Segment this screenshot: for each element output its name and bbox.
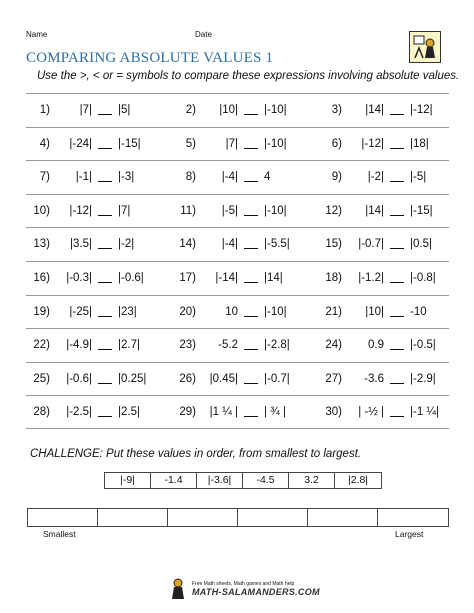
question-item xyxy=(318,94,433,128)
question-number: 2) xyxy=(185,104,196,116)
question-number: 19) xyxy=(33,305,50,318)
answer-blank[interactable] xyxy=(244,139,258,149)
page-title: COMPARING ABSOLUTE VALUES 1 xyxy=(26,50,274,66)
question-item xyxy=(318,128,429,162)
answer-box[interactable] xyxy=(98,509,168,526)
answer-blank[interactable] xyxy=(244,307,258,317)
question-item xyxy=(172,329,290,363)
right-expression: |-5.5| xyxy=(264,238,290,251)
answer-blank[interactable] xyxy=(390,239,404,249)
question-row xyxy=(26,127,449,161)
question-row xyxy=(26,328,449,362)
left-expression: | -½ | xyxy=(358,406,384,419)
question-row xyxy=(26,295,449,329)
answer-blank[interactable] xyxy=(390,139,404,149)
smallest-label: Smallest xyxy=(43,529,76,539)
footer xyxy=(168,577,320,601)
question-number: 6) xyxy=(331,137,342,150)
answer-blank[interactable] xyxy=(244,340,258,350)
question-number: 18) xyxy=(325,271,342,284)
answer-blank[interactable] xyxy=(98,407,112,417)
question-item xyxy=(318,228,432,262)
challenge-text: CHALLENGE: Put these values in order, from smallest to largest. xyxy=(30,448,362,460)
answer-box[interactable] xyxy=(308,509,378,526)
question-number: 3) xyxy=(331,104,342,116)
left-expression: 10 xyxy=(225,305,238,318)
question-item xyxy=(26,329,140,363)
question-item xyxy=(318,262,436,296)
left-expression: |7| xyxy=(225,137,238,150)
instructions: Use the >, < or = symbols to compare these expressions involving absolute values. xyxy=(37,70,460,82)
question-number: 23) xyxy=(179,339,196,352)
left-expression: -3.6 xyxy=(364,372,384,385)
challenge-value: |2.8| xyxy=(347,474,369,486)
question-number: 9) xyxy=(331,171,342,184)
right-expression: |-2.9| xyxy=(410,372,436,385)
left-expression: |-5| xyxy=(221,204,238,217)
question-item xyxy=(172,128,287,162)
right-expression: |-10| xyxy=(264,137,287,150)
question-row xyxy=(26,261,449,295)
answer-blank[interactable] xyxy=(390,374,404,384)
answer-blank[interactable] xyxy=(244,105,258,115)
left-expression: |0.45| xyxy=(209,372,238,385)
left-expression: -5.2 xyxy=(218,339,238,352)
questions-grid xyxy=(26,93,449,429)
right-expression: |7| xyxy=(118,204,131,217)
right-expression: |-0.7| xyxy=(264,372,290,385)
right-expression: |-5| xyxy=(410,171,427,184)
left-expression: |-25| xyxy=(69,305,92,318)
answer-blank[interactable] xyxy=(390,206,404,216)
question-item xyxy=(26,228,134,262)
right-expression: |-12| xyxy=(410,104,433,116)
answer-blank[interactable] xyxy=(98,307,112,317)
answer-blank[interactable] xyxy=(390,105,404,115)
question-row xyxy=(26,194,449,228)
question-item xyxy=(172,296,287,330)
answer-blank[interactable] xyxy=(244,239,258,249)
challenge-value: |-9| xyxy=(105,473,151,488)
question-item xyxy=(318,329,436,363)
question-item xyxy=(26,161,134,195)
question-number: 30) xyxy=(325,406,342,419)
largest-label: Largest xyxy=(395,529,424,539)
right-expression: |5| xyxy=(118,104,131,116)
question-number: 1) xyxy=(39,104,50,116)
question-item xyxy=(318,396,439,430)
left-expression: 0.9 xyxy=(368,339,384,352)
right-expression: |0.5| xyxy=(410,238,432,251)
question-item xyxy=(172,262,283,296)
right-expression: |-1 ¼| xyxy=(410,406,439,419)
question-number: 20) xyxy=(179,305,196,318)
right-expression: 4 xyxy=(264,171,271,184)
question-item xyxy=(26,396,140,430)
question-number: 17) xyxy=(179,271,196,284)
footer-tagline: Free Math sheets, Math games and Math help xyxy=(192,581,295,587)
left-expression: |-2.5| xyxy=(66,406,92,419)
left-expression: |-12| xyxy=(69,204,92,217)
answer-blank[interactable] xyxy=(390,340,404,350)
answer-box[interactable] xyxy=(28,509,98,526)
question-number: 22) xyxy=(33,339,50,352)
answer-blank[interactable] xyxy=(244,273,258,283)
left-expression: |-4| xyxy=(221,171,238,184)
left-expression: |14| xyxy=(365,204,384,217)
question-number: 29) xyxy=(179,406,196,419)
answer-blank[interactable] xyxy=(244,172,258,182)
date-label: Date xyxy=(195,30,212,39)
question-item xyxy=(26,94,130,128)
right-expression: |-3| xyxy=(118,171,135,184)
question-number: 26) xyxy=(179,372,196,385)
right-expression: |-0.8| xyxy=(410,271,436,284)
question-number: 14) xyxy=(179,238,196,251)
name-label: Name xyxy=(26,30,48,39)
question-row xyxy=(26,362,449,396)
question-item xyxy=(318,363,436,397)
right-expression: | ¾ | xyxy=(264,406,286,419)
question-item xyxy=(172,94,287,128)
answer-box[interactable] xyxy=(378,509,448,526)
right-expression: |2.5| xyxy=(118,406,140,419)
answer-blank[interactable] xyxy=(98,172,112,182)
right-expression: |23| xyxy=(118,305,137,318)
question-item xyxy=(26,296,137,330)
question-item xyxy=(26,195,130,229)
left-expression: |-2| xyxy=(367,171,384,184)
answer-blank[interactable] xyxy=(98,273,112,283)
footer-brand: MATH-SALAMANDERS.COM xyxy=(192,587,320,597)
question-number: 5) xyxy=(185,137,196,150)
left-expression: |-1| xyxy=(75,171,92,184)
challenge-value: -1.4 xyxy=(151,473,197,488)
question-item xyxy=(172,363,290,397)
question-number: 13) xyxy=(33,238,50,251)
left-expression: |-0.3| xyxy=(66,271,92,284)
answer-blank[interactable] xyxy=(98,340,112,350)
question-item xyxy=(172,396,286,430)
right-expression: |-15| xyxy=(118,137,141,150)
right-expression: |-10| xyxy=(264,104,287,116)
right-expression: |0.25| xyxy=(118,372,147,385)
left-expression: |1 ¼ | xyxy=(209,406,238,419)
question-number: 24) xyxy=(325,339,342,352)
question-item xyxy=(318,296,427,330)
question-number: 15) xyxy=(325,238,342,251)
question-number: 25) xyxy=(33,372,50,385)
right-expression: |-0.5| xyxy=(410,339,436,352)
answer-box[interactable] xyxy=(168,509,238,526)
answer-box[interactable] xyxy=(238,509,308,526)
answer-blank[interactable] xyxy=(244,206,258,216)
left-expression: |-4.9| xyxy=(66,339,92,352)
question-number: 28) xyxy=(33,406,50,419)
question-item xyxy=(26,262,144,296)
left-expression: |-0.7| xyxy=(358,238,384,251)
answer-boxes xyxy=(27,508,449,527)
question-number: 4) xyxy=(39,137,50,150)
challenge-value: 3.2 xyxy=(289,473,335,488)
right-expression: |-2.8| xyxy=(264,339,290,352)
left-expression: |-24| xyxy=(69,137,92,150)
answer-blank[interactable] xyxy=(390,273,404,283)
answer-blank[interactable] xyxy=(244,374,258,384)
question-number: 21) xyxy=(325,305,342,318)
answer-blank[interactable] xyxy=(98,139,112,149)
salamander-logo-icon xyxy=(409,31,441,63)
challenge-value: -4.5 xyxy=(243,473,289,488)
answer-blank[interactable] xyxy=(244,407,258,417)
challenge-values-table xyxy=(104,472,382,489)
left-expression: |3.5| xyxy=(70,238,92,251)
right-expression: |-10| xyxy=(264,204,287,217)
left-expression: |14| xyxy=(365,104,384,116)
left-expression: |7| xyxy=(79,104,92,116)
question-row xyxy=(26,395,449,429)
answer-blank[interactable] xyxy=(390,172,404,182)
right-expression: -10 xyxy=(410,305,427,318)
question-item xyxy=(172,195,287,229)
right-expression: |18| xyxy=(410,137,429,150)
question-item xyxy=(318,161,426,195)
right-expression: |14| xyxy=(264,271,283,284)
salamander-footer-icon xyxy=(168,577,188,601)
left-expression: |-12| xyxy=(361,137,384,150)
left-expression: |10| xyxy=(219,104,238,116)
question-item xyxy=(26,128,141,162)
left-expression: |-4| xyxy=(221,238,238,251)
answer-blank[interactable] xyxy=(98,374,112,384)
right-expression: |-2| xyxy=(118,238,135,251)
question-item xyxy=(318,195,433,229)
question-number: 11) xyxy=(180,204,196,217)
right-expression: |-10| xyxy=(264,305,287,318)
answer-blank[interactable] xyxy=(98,239,112,249)
question-number: 10) xyxy=(33,204,50,217)
question-item xyxy=(172,228,290,262)
question-number: 12) xyxy=(325,204,342,217)
question-row xyxy=(26,227,449,261)
left-expression: |-1.2| xyxy=(358,271,384,284)
left-expression: |-14| xyxy=(215,271,238,284)
question-number: 8) xyxy=(185,171,196,184)
left-expression: |-0.6| xyxy=(66,372,92,385)
question-number: 7) xyxy=(39,171,50,184)
right-expression: |-0.6| xyxy=(118,271,144,284)
question-row xyxy=(26,160,449,194)
left-expression: |10| xyxy=(365,305,384,318)
right-expression: |2.7| xyxy=(118,339,140,352)
answer-blank[interactable] xyxy=(98,105,112,115)
answer-blank[interactable] xyxy=(390,407,404,417)
question-row xyxy=(26,93,449,127)
question-item xyxy=(26,363,146,397)
right-expression: |-15| xyxy=(410,204,433,217)
question-item xyxy=(172,161,270,195)
question-number: 16) xyxy=(33,271,50,284)
answer-blank[interactable] xyxy=(98,206,112,216)
question-number: 27) xyxy=(325,372,342,385)
challenge-value: |-3.6| xyxy=(197,473,243,488)
answer-blank[interactable] xyxy=(390,307,404,317)
